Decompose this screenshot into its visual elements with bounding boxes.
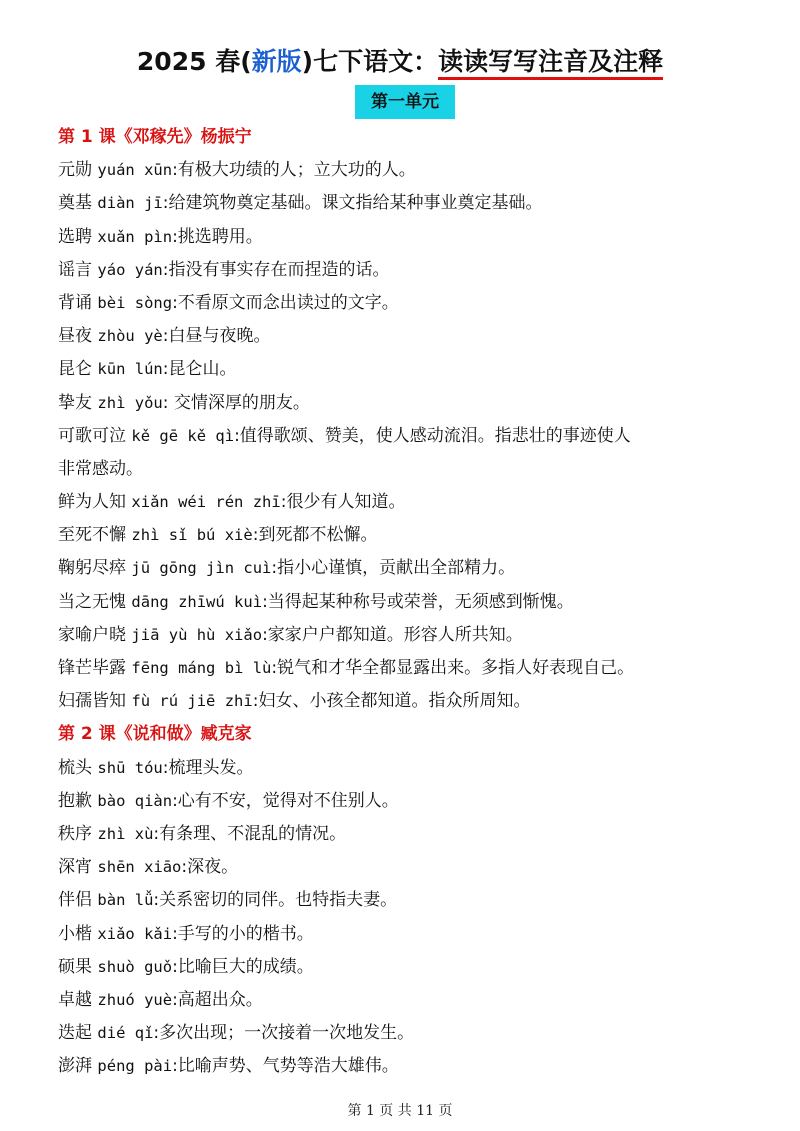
vocab-word: 卓越 (58, 989, 92, 1010)
vocab-word: 昼夜 (58, 326, 92, 347)
vocab-meaning: :锐气和才华全都显露出来。多指人好表现自己。 (271, 658, 635, 678)
vocab-pinyin: dāng zhīwú kuì (131, 592, 263, 611)
vocab-pinyin: zhòu yè (97, 327, 163, 346)
vocab-word: 谣言 (58, 259, 92, 280)
vocab-entry (58, 353, 778, 386)
vocab-word: 鲜为人知 (58, 492, 126, 513)
vocab-meaning: :昆仑山。 (162, 359, 237, 380)
vocab-word: 可歌可泣 (58, 425, 126, 446)
vocab-pinyin: diàn jī (97, 194, 163, 213)
vocab-word: 澎湃 (58, 1056, 92, 1077)
vocab-list (58, 121, 778, 1083)
vocab-word: 妇孺皆知 (58, 691, 126, 712)
vocab-word: 抱歉 (58, 790, 92, 811)
vocab-pinyin: yuán xūn (97, 161, 173, 180)
vocab-meaning: :深夜。 (181, 857, 239, 878)
vocab-pinyin: péng pài (97, 1057, 173, 1076)
vocab-word: 背诵 (58, 292, 92, 313)
vocab-entry (58, 254, 778, 287)
vocab-entry (58, 652, 778, 685)
lesson-heading: 第 1 课《邓稼先》杨振宁 (58, 127, 252, 147)
vocab-word: 深宵 (58, 857, 92, 878)
vocab-pinyin: xuǎn pìn (97, 227, 173, 246)
vocab-meaning: :比喻声势、气势等浩大雄伟。 (172, 1056, 399, 1077)
title-prefix: 2025 春( (136, 47, 252, 76)
vocab-pinyin: bàn lǚ (97, 891, 154, 910)
vocab-word: 家喻户晓 (58, 624, 126, 645)
vocab-word: 选聘 (58, 226, 92, 247)
vocab-word: 挚友 (58, 392, 92, 413)
vocab-meaning: : 交情深厚的朋友。 (162, 392, 310, 413)
vocab-word: 小楷 (58, 923, 92, 944)
vocab-entry (58, 287, 778, 320)
title-underlined: 读读写写注音及注释 (438, 47, 663, 80)
vocab-pinyin: fù rú jiē zhī (131, 692, 253, 711)
vocab-entry (58, 154, 778, 187)
vocab-entry (58, 552, 778, 585)
vocab-word: 至死不懈 (58, 525, 126, 546)
vocab-meaning: :给建筑物奠定基础。课文指给某种事业奠定基础。 (162, 193, 543, 214)
vocab-entry (58, 420, 778, 453)
vocab-entry (58, 519, 778, 552)
vocab-entry (58, 320, 778, 353)
vocab-meaning: :白昼与夜晚。 (162, 326, 271, 347)
vocab-entry (58, 221, 778, 254)
vocab-entry (58, 818, 778, 851)
vocab-entry (58, 586, 778, 619)
title-highlight: 新版 (251, 47, 302, 76)
vocab-pinyin: zhì yǒu (97, 393, 163, 412)
vocab-pinyin: bèi sòng (97, 293, 173, 312)
vocab-meaning: :到死都不松懈。 (252, 525, 378, 546)
title-middle: )七下语文： (301, 47, 439, 76)
vocab-entry (58, 752, 778, 785)
page-title (0, 44, 800, 80)
vocab-entry (58, 1017, 778, 1050)
vocab-pinyin: xiǎo kǎi (97, 924, 173, 943)
page-footer: 第 1 页 共 11 页 (347, 1103, 453, 1119)
vocab-word: 秩序 (58, 823, 92, 844)
vocab-word: 梳头 (58, 757, 92, 778)
vocab-word: 当之无愧 (58, 591, 126, 612)
vocab-meaning: :手写的小的楷书。 (172, 923, 314, 944)
vocab-entry (58, 1050, 778, 1083)
vocab-meaning-continuation: 非常感动。 (58, 458, 143, 479)
lesson-heading: 第 2 课《说和做》臧克家 (58, 724, 252, 745)
vocab-meaning: :指没有事实存在而捏造的话。 (162, 259, 390, 280)
vocab-pinyin: shū tóu (97, 758, 163, 777)
vocab-entry (58, 486, 778, 519)
vocab-entry (58, 785, 778, 818)
vocab-pinyin: dié qǐ (97, 1024, 154, 1043)
unit-badge: 第一单元 (355, 85, 455, 119)
vocab-meaning: :有条理、不混乱的情况。 (153, 823, 347, 844)
vocab-meaning: :高超出众。 (172, 989, 263, 1010)
vocab-entry (58, 685, 778, 718)
vocab-pinyin: kūn lún (97, 360, 163, 379)
vocab-word: 元勋 (58, 160, 92, 181)
vocab-pinyin: zhì xù (97, 824, 154, 843)
vocab-meaning: :家家户户都知道。形容人所共知。 (262, 624, 523, 645)
vocab-meaning: :不看原文而念出读过的文字。 (172, 292, 399, 313)
vocab-entry (58, 851, 778, 884)
vocab-meaning: :关系密切的同伴。也特指夫妻。 (153, 890, 398, 911)
vocab-meaning: :妇女、小孩全都知道。指众所周知。 (252, 691, 531, 712)
vocab-word: 锋芒毕露 (58, 658, 126, 678)
vocab-meaning: :当得起某种称号或荣誉，无须感到惭愧。 (262, 591, 574, 612)
vocab-meaning: :心有不安，觉得对不住别人。 (172, 790, 399, 811)
vocab-pinyin: shēn xiāo (97, 858, 182, 877)
vocab-meaning: :指小心谨慎，贡献出全部精力。 (271, 558, 516, 579)
vocab-meaning: :很少有人知道。 (280, 492, 406, 513)
vocab-pinyin: kě gē kě qì (131, 426, 235, 445)
vocab-word: 奠基 (58, 193, 92, 214)
vocab-pinyin: yáo yán (97, 260, 163, 279)
vocab-word: 伴侣 (58, 890, 92, 911)
vocab-entry (58, 387, 778, 420)
vocab-word: 硕果 (58, 956, 92, 977)
vocab-pinyin: shuò guǒ (97, 957, 173, 976)
vocab-word: 迭起 (58, 1023, 92, 1044)
vocab-pinyin: xiǎn wéi rén zhī (131, 493, 281, 512)
vocab-word: 鞠躬尽瘁 (58, 558, 126, 579)
vocab-pinyin: fēng máng bì lù (131, 659, 272, 677)
vocab-meaning: :挑选聘用。 (172, 226, 263, 247)
vocab-entry (58, 187, 778, 220)
vocab-meaning: :比喻巨大的成绩。 (172, 956, 314, 977)
vocab-pinyin: jiā yù hù xiǎo (131, 625, 263, 644)
vocab-pinyin: zhuó yuè (97, 990, 173, 1009)
vocab-entry (58, 951, 778, 984)
vocab-meaning: :多次出现；一次接着一次地发生。 (153, 1023, 415, 1044)
vocab-entry (58, 619, 778, 652)
vocab-pinyin: jū gōng jìn cuì (131, 559, 272, 578)
vocab-entry (58, 984, 778, 1017)
vocab-word: 昆仑 (58, 359, 92, 380)
vocab-entry (58, 884, 778, 917)
vocab-meaning: :值得歌颂、赞美，使人感动流泪。指悲壮的事迹使人 (234, 425, 631, 446)
vocab-meaning: :有极大功绩的人；立大功的人。 (172, 160, 416, 181)
vocab-pinyin: bào qiàn (97, 791, 173, 810)
vocab-pinyin: zhì sǐ bú xiè (131, 526, 253, 545)
vocab-entry (58, 918, 778, 951)
vocab-meaning: :梳理头发。 (162, 757, 254, 778)
